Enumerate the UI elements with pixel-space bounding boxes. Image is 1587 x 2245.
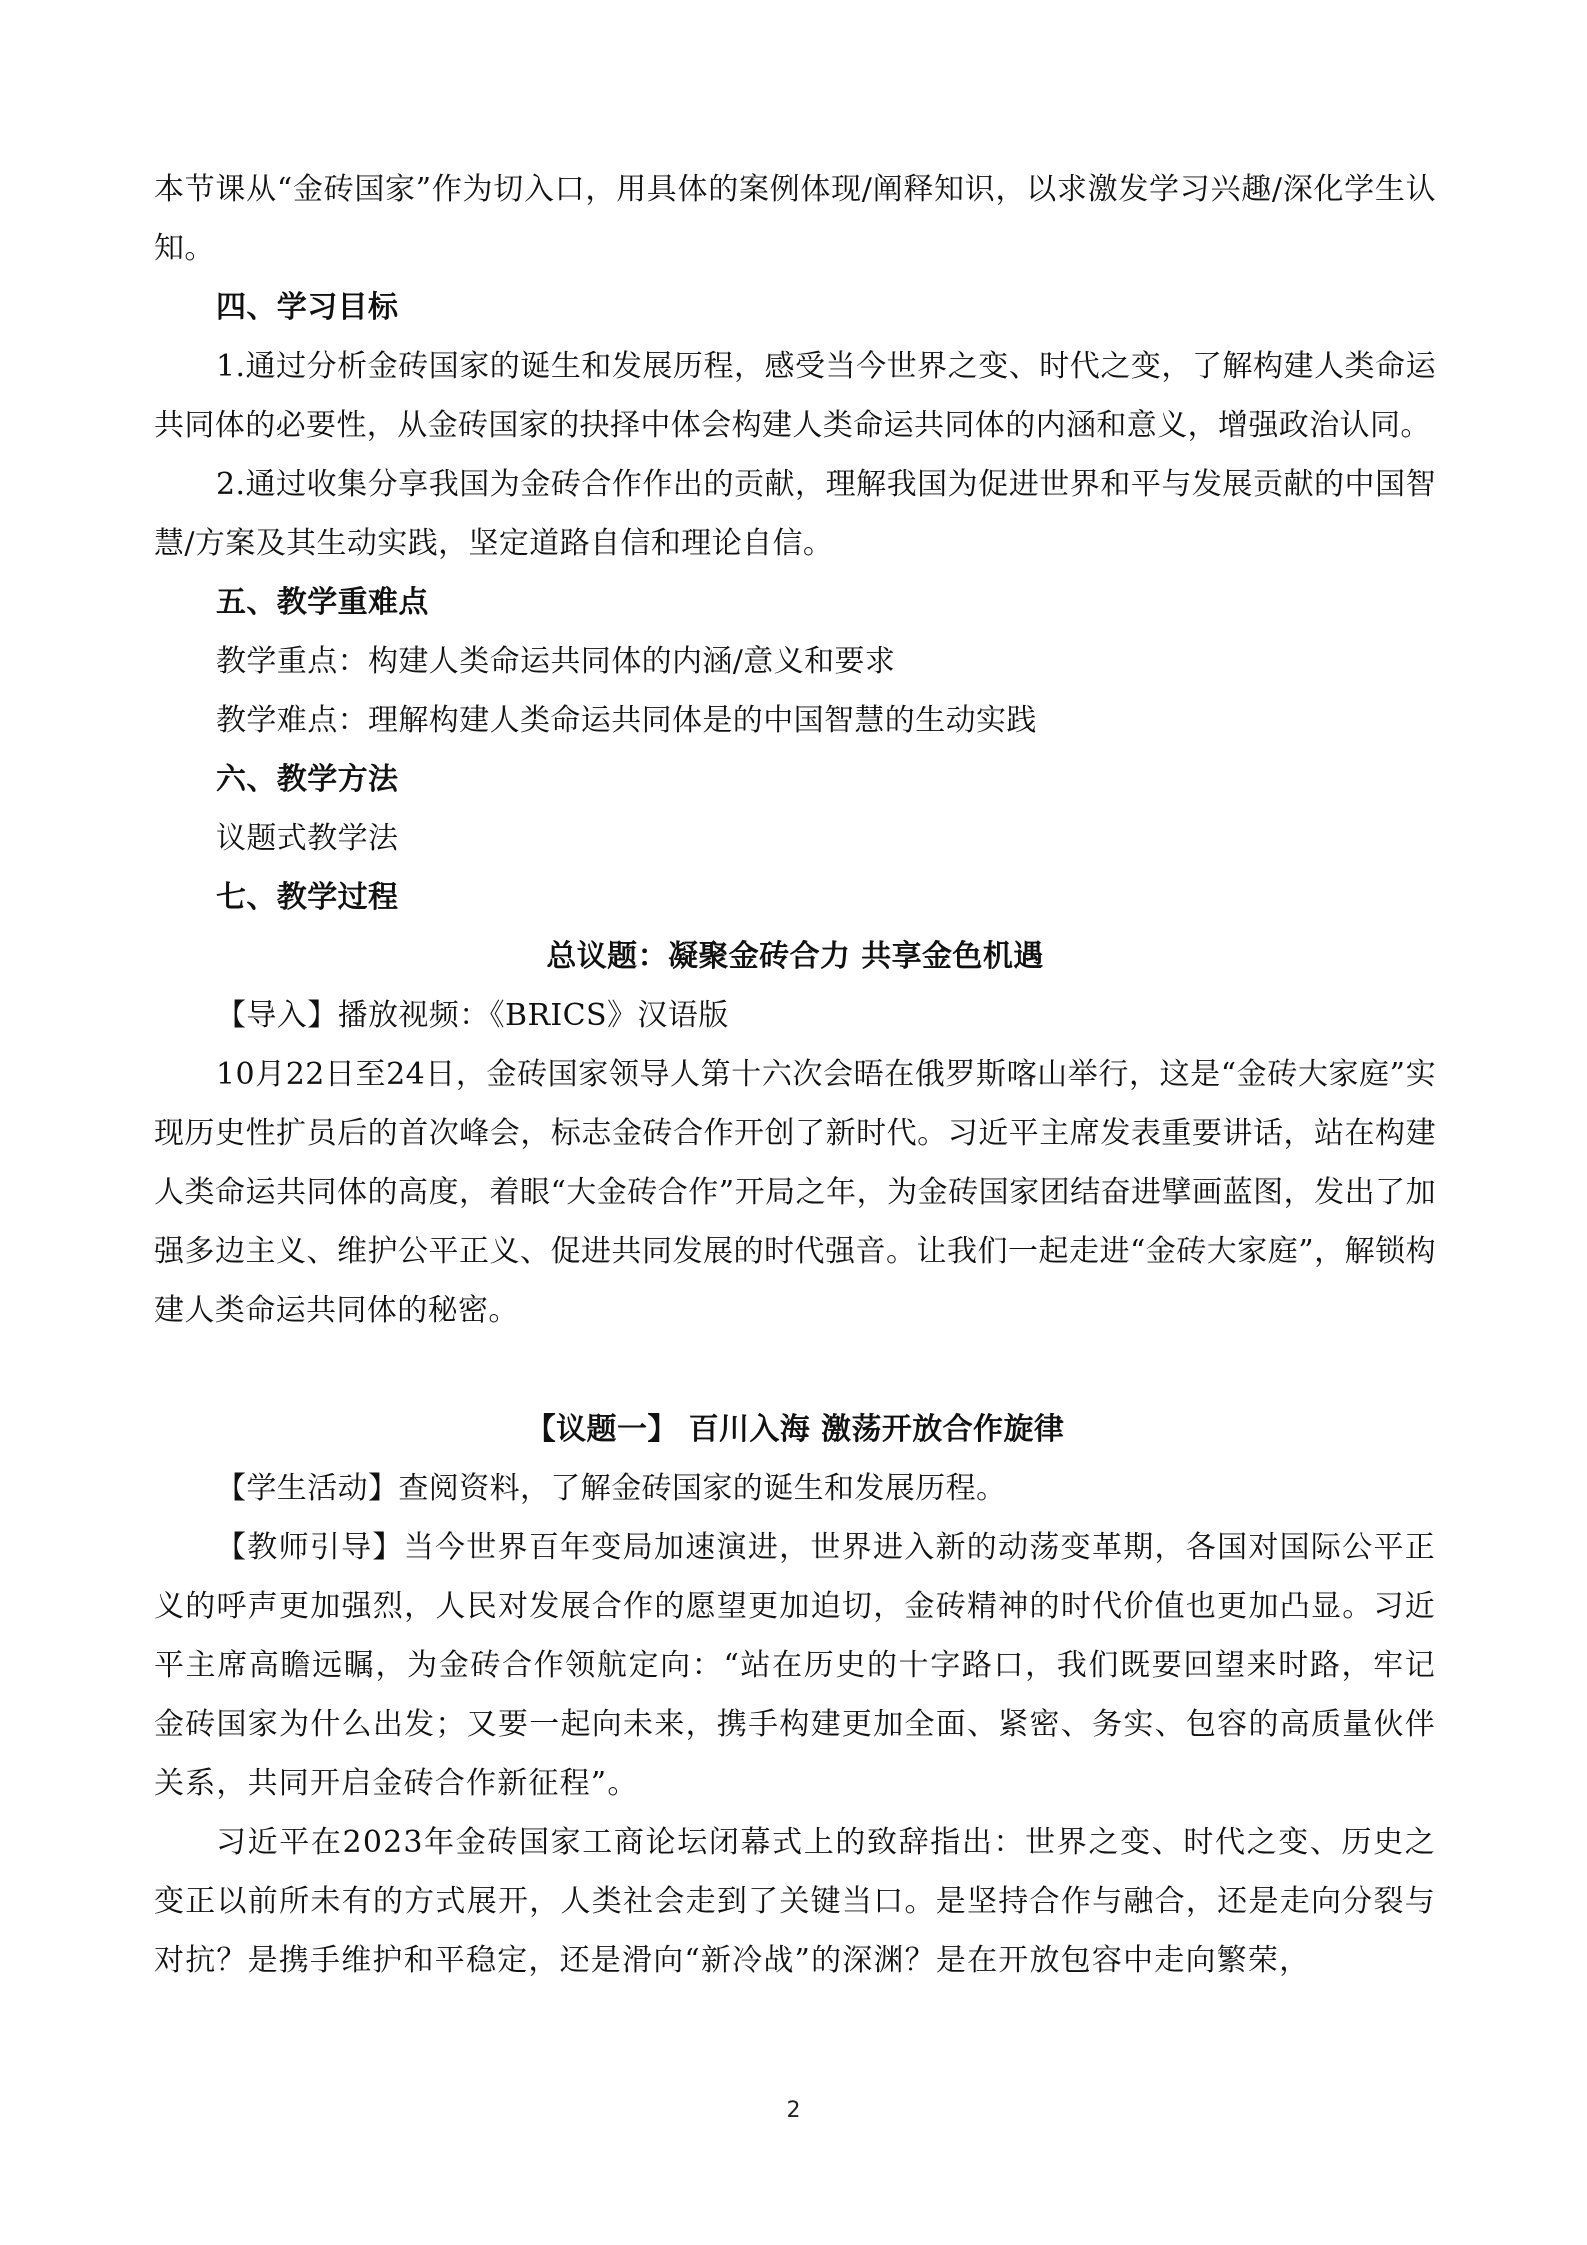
student-activity-line: 【学生活动】查阅资料，了解金砖国家的诞生和发展历程。 bbox=[216, 1471, 1007, 1506]
topic-1-title: 【议题一】 百川入海 激荡开放合作旋律 bbox=[525, 1412, 1065, 1447]
goal-2-paragraph: 2.通过收集分享我国为金砖合作作出的贡献，理解我国为促进世界和平与发展贡献的中国智慧/方案及其生动实践，坚定道路自信和理论自信。 bbox=[154, 467, 1436, 561]
section-heading-goals: 四、学习目标 bbox=[216, 290, 399, 325]
main-topic-title: 总议题：凝聚金砖合力 共享金色机遇 bbox=[546, 939, 1044, 974]
lead-in-line: 【导入】播放视频：《BRICS》汉语版 bbox=[216, 998, 729, 1033]
section-heading-method: 六、教学方法 bbox=[216, 762, 399, 797]
speech-paragraph: 习近平在2023年金砖国家工商论坛闭幕式上的致辞指出：世界之变、时代之变、历史之变正以前所未有的方式展开，人类社会走到了关键当口。是坚持合作与融合，还是走向分裂与对抗？是携手维护和平稳定，还是滑向“新冷战”的深渊？是在开放包容中走向繁荣， bbox=[154, 1825, 1436, 1978]
teacher-guide-paragraph: 【教师引导】当今世界百年变局加速演进，世界进入新的动荡变革期，各国对国际公平正义的呼声更加强烈，人民对发展合作的愿望更加迫切，金砖精神的时代价值也更加凸显。习近平主席高瞻远瞩，为金砖合作领航定向：“站在历史的十字路口，我们既要回望来时路，牢记金砖国家为什么出发；又要一起向未来，携手构建更加全面、紧密、务实、包容的高质量伙伴关系，共同开启金砖合作新征程”。 bbox=[154, 1530, 1436, 1801]
page-body bbox=[154, 160, 1436, 1990]
page-number: 2 bbox=[786, 2098, 801, 2123]
method-line: 议题式教学法 bbox=[216, 821, 399, 856]
section-heading-key-points: 五、教学重难点 bbox=[216, 585, 429, 620]
section-heading-process: 七、教学过程 bbox=[216, 880, 399, 915]
key-point-line: 教学重点：构建人类命运共同体的内涵/意义和要求 bbox=[216, 644, 896, 679]
goal-1-paragraph: 1.通过分析金砖国家的诞生和发展历程，感受当今世界之变、时代之变，了解构建人类命运共同体的必要性，从金砖国家的抉择中体会构建人类命运共同体的内涵和意义，增强政治认同。 bbox=[154, 349, 1436, 443]
spacer bbox=[154, 1340, 1436, 1400]
difficulty-line: 教学难点：理解构建人类命运共同体是的中国智慧的生动实践 bbox=[216, 703, 1037, 738]
summit-paragraph: 10月22日至24日，金砖国家领导人第十六次会晤在俄罗斯喀山举行，这是“金砖大家庭”实现历史性扩员后的首次峰会，标志金砖合作开创了新时代。习近平主席发表重要讲话，站在构建人类命运共同体的高度，着眼“大金砖合作”开局之年，为金砖国家团结奋进擘画蓝图，发出了加强多边主义、维护公平正义、促进共同发展的时代强音。让我们一起走进“金砖大家庭”，解锁构建人类命运共同体的秘密。 bbox=[154, 1057, 1436, 1328]
intro-paragraph: 本节课从“金砖国家”作为切入口，用具体的案例体现/阐释知识，以求激发学习兴趣/深化学生认知。 bbox=[154, 172, 1436, 266]
